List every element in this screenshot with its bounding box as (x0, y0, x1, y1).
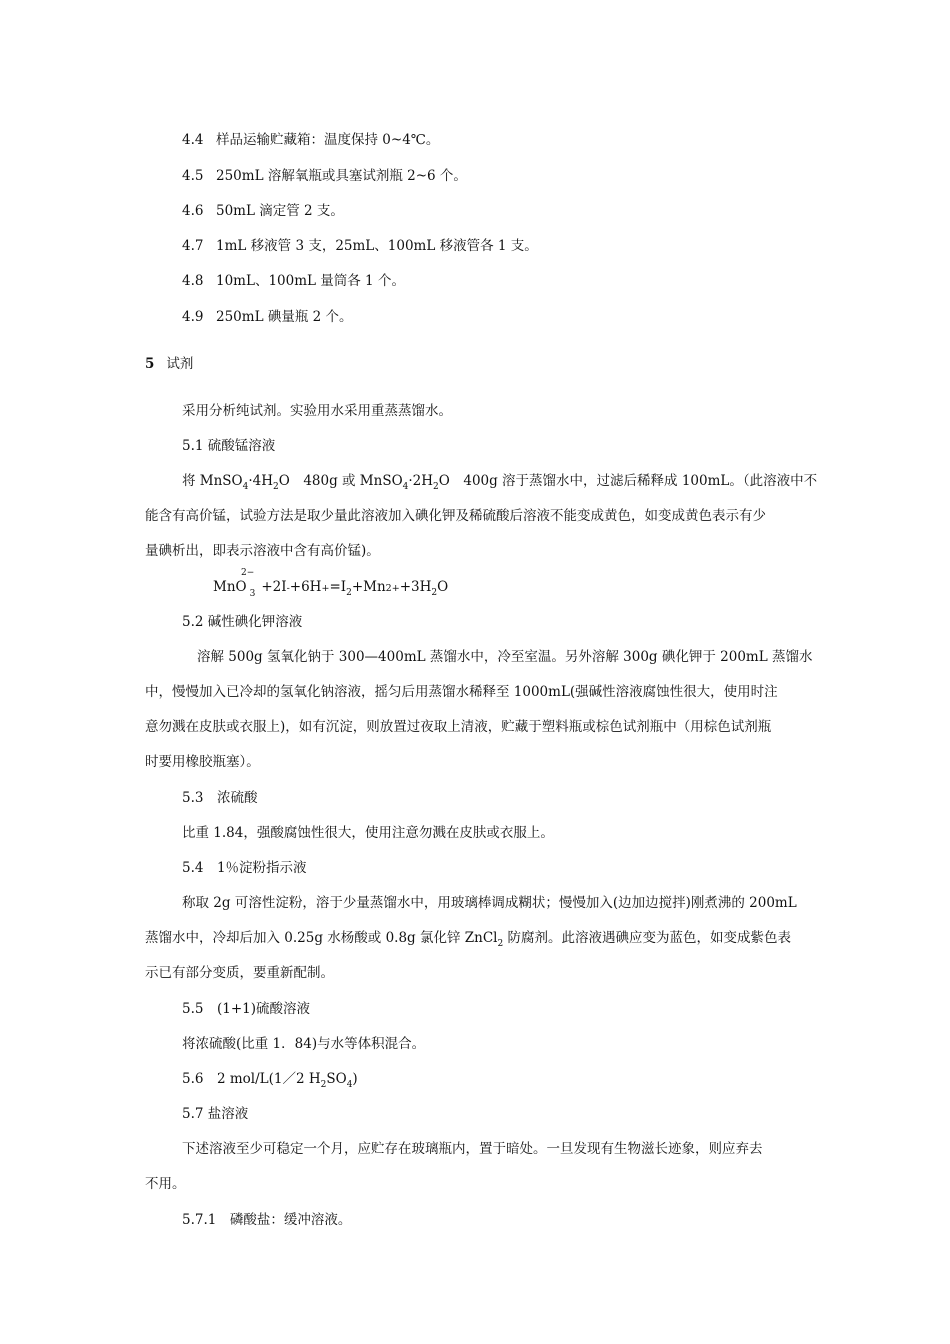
list-item: 4.4 样品运输贮藏箱：温度保持 0~4℃。 (182, 132, 440, 148)
paragraph-line: 蒸馏水中，冷却后加入 0.25g 水杨酸或 0.8g 氯化锌 ZnCl$_2$ 防腐剂。此溶液遇碘应变为蓝色，如变成紫色表 (145, 930, 792, 949)
list-item: 4.7 1mL 移液管 3 支，25mL、100mL 移液管各 1 支。 (182, 238, 538, 254)
subsection-heading: 5.7.1 磷酸盐：缓冲溶液。 (182, 1212, 352, 1228)
list-item: 4.9 250mL 碘量瓶 2 个。 (182, 309, 353, 325)
paragraph-line: 示已有部分变质，要重新配制。 (145, 965, 334, 981)
subsection-heading: 5.5 (1+1)硫酸溶液 (182, 1001, 310, 1017)
paragraph-line: 将浓硫酸(比重 1．84)与水等体积混合。 (182, 1036, 426, 1052)
list-item: 4.5 250mL 溶解氧瓶或具塞试剂瓶 2~6 个。 (182, 168, 467, 184)
list-item: 4.6 50mL 滴定管 2 支。 (182, 203, 344, 219)
section-heading: 5 试剂 (145, 356, 194, 372)
paragraph-line: 称取 2g 可溶性淀粉，溶于少量蒸馏水中，用玻璃棒调成糊状；慢慢加入(边加边搅拌)刚煮沸的 200mL (182, 895, 797, 911)
paragraph-line: 时要用橡胶瓶塞）。 (145, 754, 260, 770)
subsection-heading: 5.2 碱性碘化钾溶液 (182, 614, 303, 630)
subsection-heading: 5.1 硫酸锰溶液 (182, 438, 276, 454)
subsection-heading: 5.4 1％淀粉指示液 (182, 860, 307, 876)
subsection-heading: 5.7 盐溶液 (182, 1106, 249, 1122)
chemical-equation: MnO $_3 +2I-+6H+=I_2+Mn2++3H_2O$ (213, 579, 449, 599)
paragraph-line: 量碘析出，即表示溶液中含有高价锰)。 (145, 543, 380, 559)
equation-superscript: 2− (241, 568, 255, 578)
paragraph-line: 将 $MnSO_4\cdot 4H_2O$ 480g 或 $MnSO_4\cdot 2H_2O$ 400g 溶于蒸馏水中，过滤后稀释成 100mL。（此溶液中不 (182, 473, 818, 492)
paragraph: 采用分析纯试剂。实验用水采用重蒸蒸馏水。 (182, 403, 452, 419)
paragraph-line: 不用。 (145, 1176, 186, 1192)
subsection-heading: 5.3 浓硫酸 (182, 790, 258, 806)
paragraph-line: 意勿溅在皮肤或衣服上)，如有沉淀，则放置过夜取上清液，贮藏于塑料瓶或棕色试剂瓶中（用棕色试剂瓶 (145, 719, 772, 735)
paragraph-line: 能含有高价锰，试验方法是取少量此溶液加入碘化钾及稀硫酸后溶液不能变成黄色，如变成黄色表示有少 (145, 508, 766, 524)
paragraph-line: 比重 1.84，强酸腐蚀性很大，使用注意勿溅在皮肤或衣服上。 (182, 825, 554, 841)
list-item: 4.8 10mL、100mL 量筒各 1 个。 (182, 273, 405, 289)
subsection-heading: 5.6 2 mol/L(1／2 $H_2SO_4$) (182, 1071, 358, 1090)
paragraph-line: 下述溶液至少可稳定一个月，应贮存在玻璃瓶内，置于暗处。一旦发现有生物滋长迹象，则应弃去 (182, 1141, 763, 1157)
paragraph-line: 溶解 500g 氢氧化钠于 300—400mL 蒸馏水中，冷至室温。另外溶解 300g 碘化钾于 200mL 蒸馏水 (197, 649, 813, 665)
paragraph-line: 中，慢慢加入已冷却的氢氧化钠溶液，摇匀后用蒸馏水稀释至 1000mL(强碱性溶液腐蚀性很大，使用时注 (145, 684, 778, 700)
